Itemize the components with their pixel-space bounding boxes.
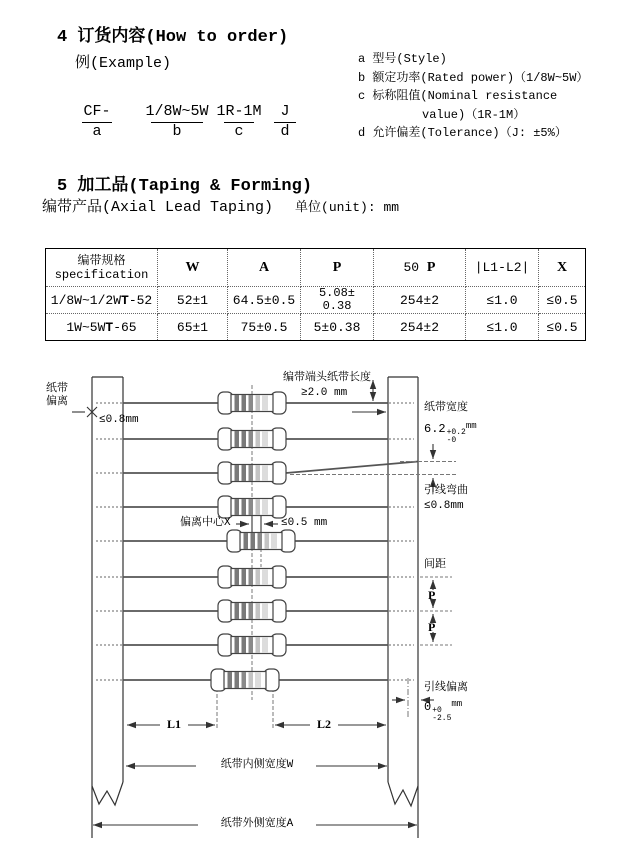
l2-label: L2 xyxy=(310,718,338,731)
cell-l1l2: ≤1.0 xyxy=(466,287,539,314)
lead-deviation-label: 引线偏离 xyxy=(424,682,468,694)
header-a: A xyxy=(228,249,301,287)
header-spec: 编带规格 specification xyxy=(46,249,158,287)
pitch-label: 间距 xyxy=(424,559,446,571)
header-w: W xyxy=(158,249,228,287)
tape-offset-label: 纸带偏离 xyxy=(46,383,68,408)
order-code-value: CF- xyxy=(83,103,111,120)
order-code-letter: a xyxy=(92,123,102,140)
lead-deviation-value: 0 +0 -2.5 $^{mm}$ xyxy=(424,699,463,723)
order-code-legend xyxy=(358,50,588,143)
cell-x: ≤0.5 xyxy=(539,287,586,314)
leader-length-label: 编带端头纸带长度 xyxy=(283,372,371,384)
header-x: X xyxy=(539,249,586,287)
order-code-value: 1/8W~5W xyxy=(145,103,209,120)
cell-spec: 1/8W~1/2WT-52 xyxy=(46,287,158,314)
legend-line-a: a 型号(Style) xyxy=(358,52,447,66)
header-l1l2: |L1-L2| xyxy=(466,249,539,287)
lead-bend-value: ≤0.8mm xyxy=(424,500,464,512)
header-50p: 50 P xyxy=(374,249,466,287)
offset-resistor xyxy=(227,530,295,552)
legend-line-c2: value)（1R-1M） xyxy=(422,107,526,122)
leader-length-value: ≥2.0 mm xyxy=(301,387,348,399)
section4-title: 4 订货内容(How to order) xyxy=(57,28,289,47)
l1-label: L1 xyxy=(160,718,188,731)
legend-line-c: c 标称阻值(Nominal resistance xyxy=(358,89,558,103)
pitch-p2: P xyxy=(428,620,436,634)
order-code-value: 1R-1M xyxy=(216,103,262,120)
cell-p: 5±0.38 xyxy=(301,314,374,341)
example-label: 例(Example) xyxy=(75,55,172,72)
cell-spec: 1W~5WT-65 xyxy=(46,314,158,341)
table-header-row xyxy=(46,249,586,287)
outer-width-label: 纸带外侧宽度A xyxy=(198,818,316,831)
axial-taping-diagram xyxy=(0,370,632,858)
taping-spec-table xyxy=(45,248,586,341)
legend-line-d: d 允许偏差(Tolerance)（J: ±5%） xyxy=(358,126,567,140)
cell-50p: 254±2 xyxy=(374,287,466,314)
order-code-letter: b xyxy=(172,123,182,140)
order-code-part-d xyxy=(250,104,320,139)
order-code-letter: d xyxy=(280,123,290,140)
cell-p: 5.08± 0.38 xyxy=(301,287,374,314)
tape-offset-value: ≤0.8mm xyxy=(99,414,139,426)
lead-bend-label: 引线弯曲 xyxy=(424,485,468,497)
legend-line-b: b 额定功率(Rated power)（1/8W~5W） xyxy=(358,70,589,85)
cell-w: 52±1 xyxy=(158,287,228,314)
cell-x: ≤0.5 xyxy=(539,314,586,341)
order-code-value: J xyxy=(280,103,290,120)
center-offset-label: 偏离中心X xyxy=(180,517,231,529)
order-code-part-a xyxy=(62,104,132,139)
cell-a: 75±0.5 xyxy=(228,314,301,341)
cell-a: 64.5±0.5 xyxy=(228,287,301,314)
pitch-p1: P xyxy=(428,588,436,602)
table-row xyxy=(46,287,586,314)
subtitle: 编带产品(Axial Lead Taping) xyxy=(42,199,274,216)
bent-lead xyxy=(286,462,418,474)
section5-subtitle-row xyxy=(42,195,399,216)
inner-width-label: 纸带内侧宽度W xyxy=(198,759,316,772)
table-row xyxy=(46,314,586,341)
section5-title: 5 加工品(Taping & Forming) xyxy=(57,177,313,196)
cell-50p: 254±2 xyxy=(374,314,466,341)
center-offset-value: ≤0.5 mm xyxy=(281,517,328,529)
order-code-letter: c xyxy=(234,123,244,140)
cell-w: 65±1 xyxy=(158,314,228,341)
order-code-part-b xyxy=(140,104,214,139)
tape-width-value: 6.2 +0.2 -0 $^{mm}$ xyxy=(424,421,477,445)
tape-width-label: 纸带宽度 xyxy=(424,402,468,414)
header-p: P xyxy=(301,249,374,287)
cell-l1l2: ≤1.0 xyxy=(466,314,539,341)
unit-label: 单位(unit): mm xyxy=(295,200,400,215)
